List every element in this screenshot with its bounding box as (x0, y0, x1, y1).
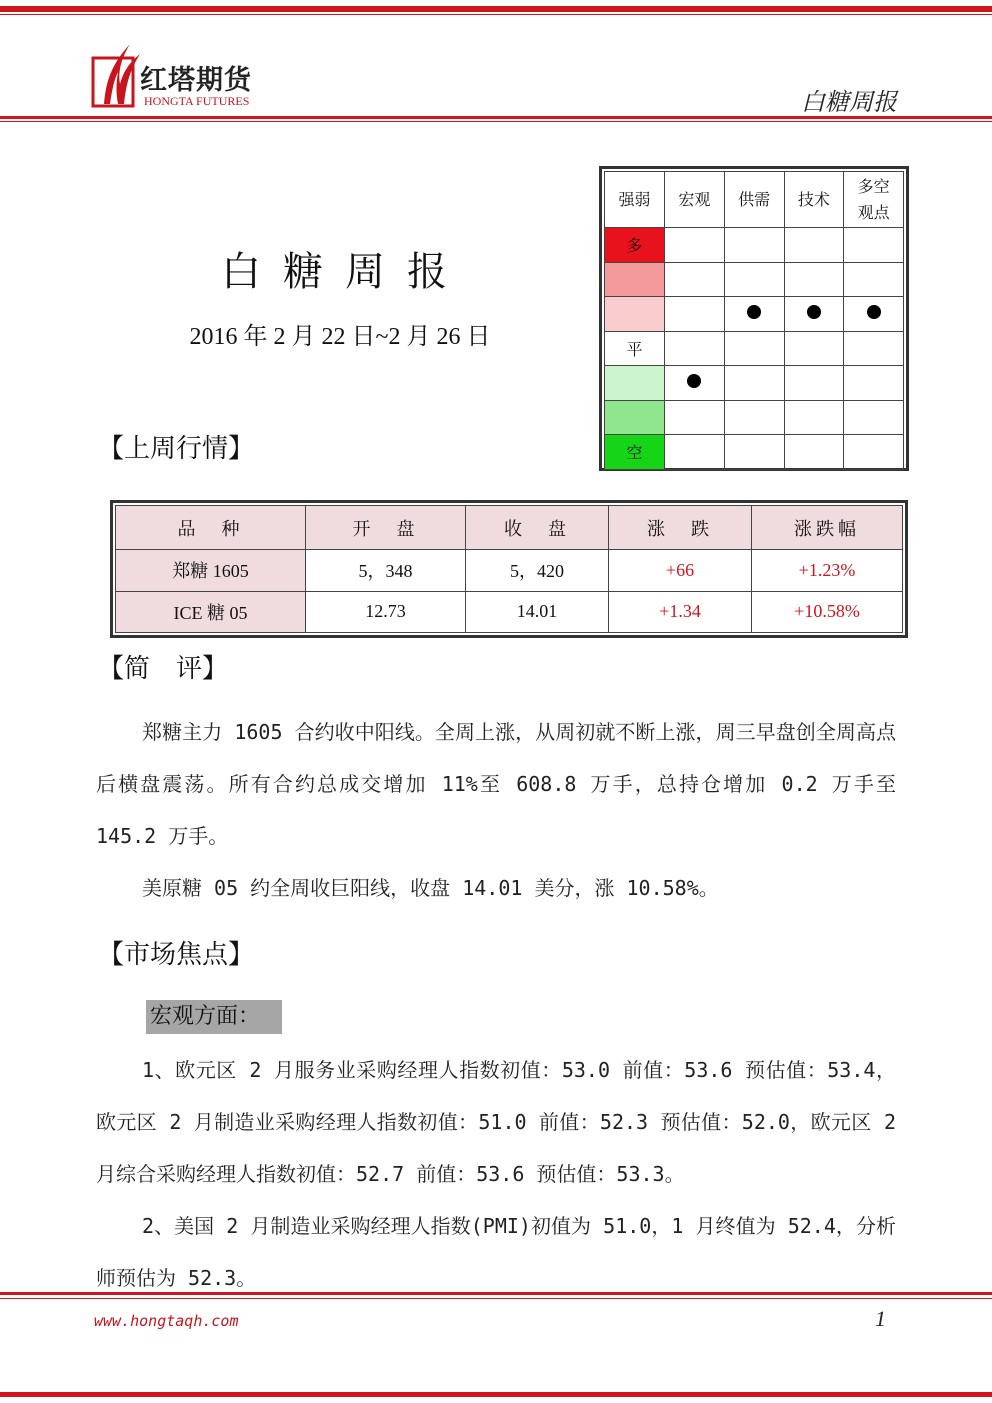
strength-cell (844, 228, 904, 263)
section-focus: 【市场焦点】 (98, 940, 255, 970)
footer-red-rule-thin (0, 1298, 992, 1299)
strength-cell (724, 297, 784, 332)
strength-header-cell: 宏观 (665, 172, 725, 228)
strength-table (604, 171, 904, 470)
comment-text-1: 郑糖主力 1605 合约收中阳线。全周上涨，从周初就不断上涨，周三早盘创全周高点后横盘震荡。所有合约总成交增加 11%至 608.8 万手，总持仓增加 0.2 万手至 145.2 万手。 (96, 720, 896, 848)
strength-cell (665, 366, 725, 401)
logo-text-en: HONGTA FUTURES (144, 94, 250, 108)
strength-level-cell (605, 366, 665, 401)
strength-level-cell: 空 (605, 435, 665, 470)
strength-level-row (605, 297, 904, 332)
strength-cell (665, 228, 725, 263)
focus-item-1 (96, 1044, 896, 1200)
strength-level-row (605, 262, 904, 297)
section-last-week: 【上周行情】 (98, 434, 255, 464)
strength-level-row (605, 366, 904, 401)
cell-pct: +1.23% (752, 550, 903, 592)
page-title: 白糖周报 (221, 249, 469, 295)
strength-cell (665, 297, 725, 332)
macro-tag: 宏观方面： (146, 1000, 282, 1034)
cell-change: +66 (609, 550, 752, 592)
strength-cell (724, 331, 784, 366)
top-red-rule-thin (0, 14, 992, 15)
focus-text-1: 1、欧元区 2 月服务业采购经理人指数初值：53.0 前值：53.6 预估值：53.4，欧元区 2 月制造业采购经理人指数初值：51.0 前值：52.3 预估值：52.0，欧元区 2 月综合采购经理人指数初值：52.7 前值：53.6 预估值：53.3。 (96, 1058, 896, 1186)
footer-url[interactable]: www.hongtaqh.com (94, 1312, 239, 1330)
strength-level-cell: 平 (605, 331, 665, 366)
strength-cell (724, 228, 784, 263)
comment-paragraph-2 (96, 862, 896, 914)
bottom-red-rule (0, 1392, 992, 1397)
cell-pct: +10.58% (752, 591, 903, 633)
strength-cell (724, 435, 784, 470)
strength-header-cell: 多空 观点 (844, 172, 904, 228)
mark-dot-icon (687, 374, 701, 388)
strength-cell (665, 262, 725, 297)
cell-variety: 郑糖 1605 (116, 550, 306, 592)
strength-cell (844, 297, 904, 332)
cell-close: 14.01 (466, 591, 609, 633)
col-variety: 品 种 (116, 506, 306, 550)
strength-cell (844, 400, 904, 435)
table-row (116, 550, 903, 592)
cell-variety: ICE 糖 05 (116, 591, 306, 633)
strength-level-row (605, 228, 904, 263)
price-table (115, 505, 903, 633)
strength-level-row (605, 435, 904, 470)
cell-change: +1.34 (609, 591, 752, 633)
mark-dot-icon (807, 305, 821, 319)
strength-header-row (605, 172, 904, 228)
comment-text-2: 美原糖 05 约全周收巨阳线，收盘 14.01 美分，涨 10.58%。 (142, 876, 719, 900)
col-change: 涨 跌 (609, 506, 752, 550)
col-close: 收 盘 (466, 506, 609, 550)
strength-grid (599, 166, 909, 471)
strength-level-row (605, 400, 904, 435)
page-number: 1 (875, 1306, 886, 1331)
strength-cell (784, 435, 844, 470)
col-pct: 涨跌幅 (752, 506, 903, 550)
strength-cell (724, 262, 784, 297)
table-row (116, 591, 903, 633)
strength-cell (844, 435, 904, 470)
top-red-rule (0, 6, 992, 12)
date-range: 2016 年 2 月 22 日~2 月 26 日 (189, 324, 491, 350)
strength-header-cell: 供需 (724, 172, 784, 228)
mark-dot-icon (747, 305, 761, 319)
strength-cell (844, 331, 904, 366)
strength-level-cell (605, 297, 665, 332)
header-red-rule-thin (0, 121, 992, 122)
strength-cell (724, 366, 784, 401)
strength-cell (665, 400, 725, 435)
strength-cell (784, 228, 844, 263)
comment-paragraph-1 (96, 706, 896, 862)
footer-red-rule (0, 1292, 992, 1295)
report-name: 白糖周报 (801, 88, 897, 116)
strength-level-cell (605, 262, 665, 297)
strength-cell (784, 331, 844, 366)
section-comment: 【简 评】 (98, 654, 229, 684)
strength-cell (784, 262, 844, 297)
strength-header-cell: 技术 (784, 172, 844, 228)
strength-cell (665, 331, 725, 366)
strength-cell (784, 366, 844, 401)
strength-level-cell (605, 400, 665, 435)
cell-open: 12.73 (306, 591, 466, 633)
strength-cell (784, 297, 844, 332)
strength-cell (784, 400, 844, 435)
strength-cell (844, 262, 904, 297)
strength-cell (844, 366, 904, 401)
strength-cell (665, 435, 725, 470)
col-open: 开 盘 (306, 506, 466, 550)
strength-header-cell: 强弱 (605, 172, 665, 228)
cell-open: 5，348 (306, 550, 466, 592)
price-table-frame (110, 500, 908, 638)
price-header-row (116, 506, 903, 550)
strength-level-row (605, 331, 904, 366)
cell-close: 5，420 (466, 550, 609, 592)
strength-cell (724, 400, 784, 435)
strength-level-cell: 多 (605, 228, 665, 263)
focus-text-2: 2、美国 2 月制造业采购经理人指数(PMI)初值为 51.0，1 月终值为 52.4，分析师预估为 52.3。 (96, 1214, 896, 1290)
mark-dot-icon (867, 305, 881, 319)
header-red-rule (0, 116, 992, 119)
logo-text-cn: 红塔期货 (140, 65, 252, 96)
focus-item-2 (96, 1200, 896, 1304)
